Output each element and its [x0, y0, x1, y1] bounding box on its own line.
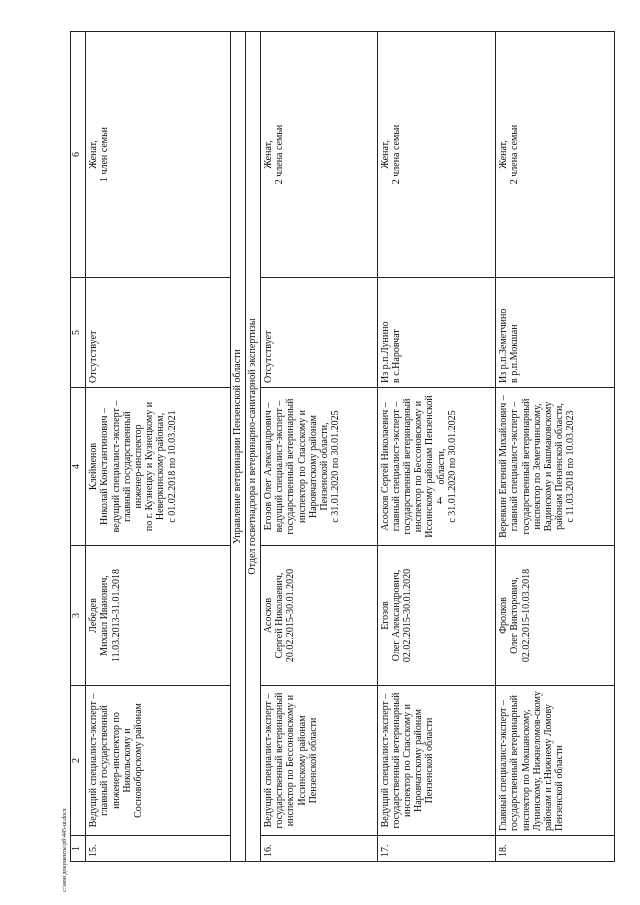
row-number: 18.	[496, 836, 615, 862]
section-row	[230, 32, 245, 862]
row-number: 16.	[260, 836, 377, 862]
employee-after-cell: Клейменов Николай Константинович – ведущий специалист-эксперт – главный государственный инженер-инспектор по г. Кузнецку и Кузнецкому и Неверкинскому районам, с 01.02.2018 по 10.03.2021	[86, 388, 231, 546]
header-col-3: 3	[71, 546, 86, 686]
relocation-cell: Отсутствует	[86, 278, 231, 388]
employee-after-cell: Веревкин Евгений Михайлович – главный специалист-эксперт – государственный ветеринарный инспектор по Земетчинскому, Вадинскому и Башмаковскому районам Пензенской области, с 11.03.2018 по 10.03.2023	[496, 388, 615, 546]
employee-before-cell: Асосков Сергей Николаевич, 20.02.2015-30.01.2020	[260, 546, 377, 686]
header-col-6: 6	[71, 32, 86, 278]
section-row	[245, 32, 260, 862]
department-heading: Управление ветеринарии Пензенской области	[230, 32, 245, 862]
employee-after-cell: Асосков Сергей Николаевич – главный специалист-эксперт – государственный ветеринарный инспектор по Бессоновскому и Иссинскому районам Пензенской области, с 31.01.2020 по 30.01.2025	[377, 388, 496, 546]
employee-after-cell: Егозов Олег Александрович – ведущий специалист-эксперт – государственный ветеринарный инспектор по Спасскому и Наровчатскому районам Пензенской области, с 31.01.2020 по 30.01.2025	[260, 388, 377, 546]
rotation-table	[70, 31, 615, 862]
employee-before-cell: Лебедев Михаил Иванович, 11.03.2013-31.01.2018	[86, 546, 231, 686]
position-cell: Ведущий специалист-эксперт – государственный ветеринарный инспектор по Бессоновскому и Иссинскому районам Пензенской области	[260, 686, 377, 836]
rotated-table-wrapper	[70, 32, 615, 862]
header-col-1: 1	[71, 836, 86, 862]
header-col-5: 5	[71, 278, 86, 388]
table-row	[377, 32, 496, 862]
table-row	[496, 32, 615, 862]
family-cell: Женат, 2 члена семьи	[496, 32, 615, 278]
employee-before-cell: Егозов Олег Александрович, 02.02.2015-30.01.2020	[377, 546, 496, 686]
row-number: 15.	[86, 836, 231, 862]
relocation-cell: Из р.п.Земетчино в р.п.Мокшан	[496, 278, 615, 388]
relocation-cell: Отсутствует	[260, 278, 377, 388]
division-heading: Отдел госветнадзора и ветеринарно-санитарной экспертизы	[245, 32, 260, 862]
family-cell: Женат, 1 член семьи	[86, 32, 231, 278]
position-cell: Главный специалист-эксперт – государственный ветеринарный инспектор по Мокшанскому, Лунинскому, Нижнеломов-скому районам и г.Нижнему Ломову Пензенской области	[496, 686, 615, 836]
header-col-4: 4	[71, 388, 86, 546]
family-cell: Женат, 2 члена семьи	[260, 32, 377, 278]
page-number: 4	[437, 496, 442, 507]
header-row	[71, 32, 86, 862]
header-col-2: 2	[71, 686, 86, 836]
family-cell: Женат, 2 члена семьи	[377, 32, 496, 278]
relocation-cell: Из р.п.Лунино в с.Наровчат	[377, 278, 496, 388]
employee-before-cell: Фролков Олег Викторович, 02.02.2015-10.03.2018	[496, 546, 615, 686]
table-row	[86, 32, 231, 862]
row-number: 17.	[377, 836, 496, 862]
table-row	[260, 32, 377, 862]
footer-file-path: с:\мои документы\рб\445-ш.docx	[62, 808, 68, 892]
position-cell: Ведущий специалист-эксперт – главный государственный инженер-инспектор по Никольскому и Сосновоборскому районам	[86, 686, 231, 836]
position-cell: Ведущий специалист-эксперт – государственный ветеринарный инспектор по Спасскому и Наровчатскому районам Пензенской области	[377, 686, 496, 836]
